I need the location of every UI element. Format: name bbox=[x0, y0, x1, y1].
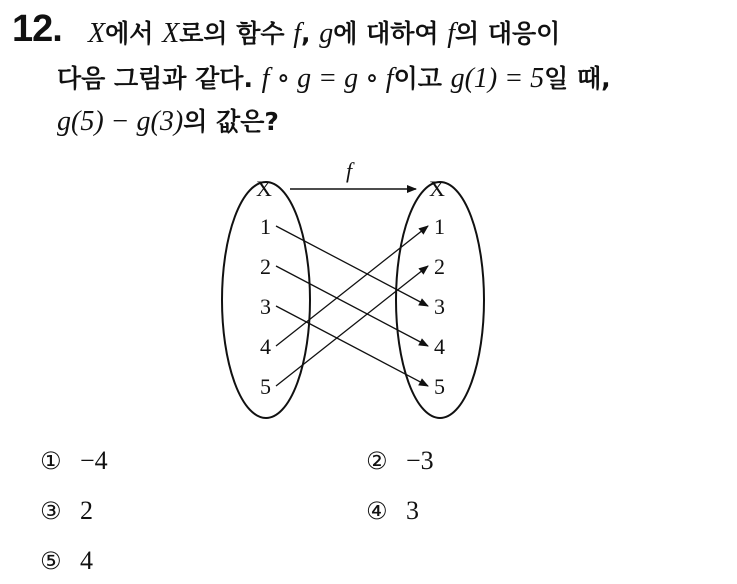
math-var: X bbox=[88, 18, 106, 49]
question-number: 12. bbox=[12, 8, 62, 50]
question-line-2 bbox=[57, 59, 611, 95]
choice-number: ① bbox=[40, 447, 62, 475]
domain-element-2: 2 bbox=[260, 254, 271, 279]
mapping-arrow-5-to-2 bbox=[276, 266, 428, 386]
codomain-element-2: 2 bbox=[434, 254, 445, 279]
choice-number: ③ bbox=[40, 497, 62, 525]
text: 일 때, bbox=[544, 64, 611, 93]
mapping-diagram bbox=[210, 152, 500, 427]
domain-element-5: 5 bbox=[260, 374, 271, 399]
text: 의 대응이 bbox=[455, 19, 561, 48]
choice-4[interactable] bbox=[366, 496, 419, 526]
choice-value: 2 bbox=[80, 496, 93, 525]
choice-value: 4 bbox=[80, 546, 93, 575]
math-var: X bbox=[162, 18, 180, 49]
domain-element-1: 1 bbox=[260, 214, 271, 239]
math-expr: g(1) = 5 bbox=[450, 63, 545, 94]
codomain-element-4: 4 bbox=[434, 334, 445, 359]
choice-number: ④ bbox=[366, 497, 388, 525]
mapping-arrow-2-to-4 bbox=[276, 266, 428, 346]
choice-value: −3 bbox=[406, 446, 434, 475]
choice-value: 3 bbox=[406, 496, 419, 525]
text: 다음 그림과 같다. bbox=[57, 64, 262, 93]
choice-number: ⑤ bbox=[40, 547, 62, 575]
math-var: f bbox=[447, 18, 456, 49]
math-expr: f ∘ g = g ∘ f bbox=[261, 63, 394, 94]
codomain-element-3: 3 bbox=[434, 294, 445, 319]
text: 로의 함수 bbox=[179, 19, 294, 48]
choice-1[interactable] bbox=[40, 446, 108, 476]
mapping-arrow-1-to-3 bbox=[276, 226, 428, 306]
choice-3[interactable] bbox=[40, 496, 93, 526]
mapping-arrow-3-to-5 bbox=[276, 306, 428, 386]
text: 의 값은? bbox=[183, 107, 279, 136]
codomain-label: X bbox=[429, 176, 445, 201]
text: , bbox=[301, 19, 320, 48]
question-line-3 bbox=[57, 102, 279, 138]
choice-number: ② bbox=[366, 447, 388, 475]
domain-element-3: 3 bbox=[260, 294, 271, 319]
mapping-arrow-4-to-1 bbox=[276, 226, 428, 346]
choice-2[interactable] bbox=[366, 446, 434, 476]
math-var: f bbox=[293, 18, 302, 49]
text: 이고 bbox=[393, 64, 451, 93]
choice-value: −4 bbox=[80, 446, 108, 475]
text: 에 대하여 bbox=[333, 19, 448, 48]
codomain-element-5: 5 bbox=[434, 374, 445, 399]
math-expr: g(5) − g(3) bbox=[57, 106, 184, 137]
domain-label: X bbox=[256, 176, 272, 201]
question-line-1 bbox=[88, 14, 560, 50]
choice-5[interactable] bbox=[40, 546, 93, 576]
math-var: g bbox=[319, 18, 334, 49]
function-label: f bbox=[346, 158, 353, 183]
codomain-element-1: 1 bbox=[434, 214, 445, 239]
domain-element-4: 4 bbox=[260, 334, 271, 359]
text: 에서 bbox=[105, 19, 163, 48]
